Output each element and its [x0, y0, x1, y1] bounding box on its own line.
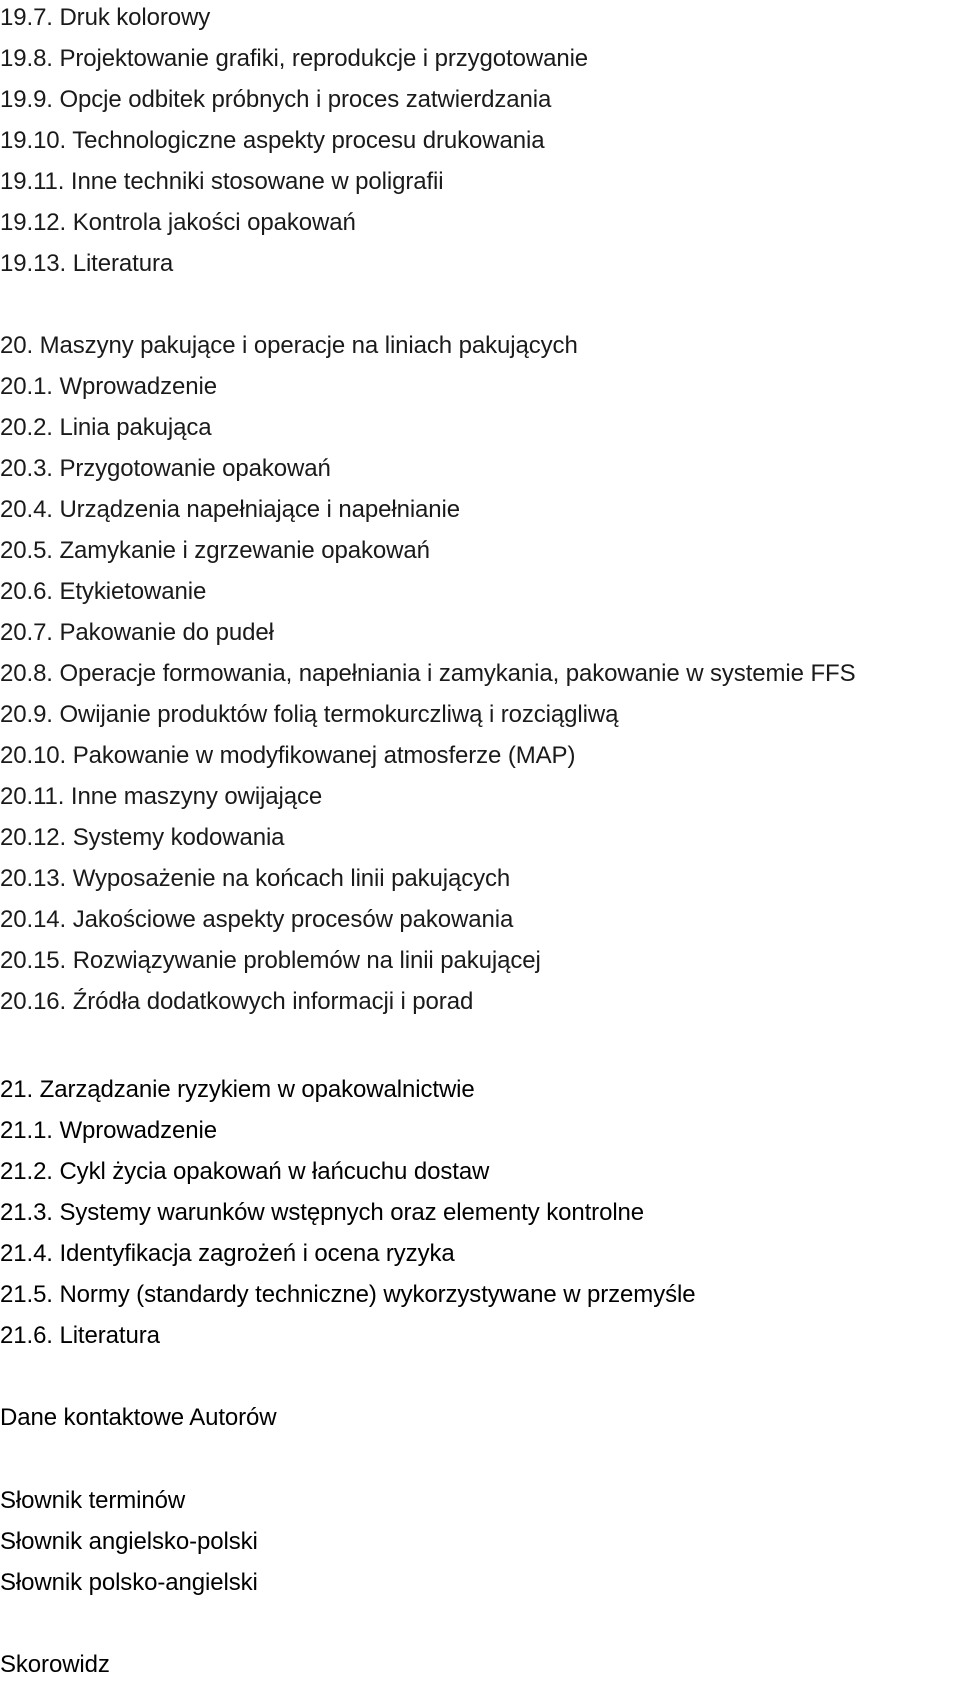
toc-dictionary-entry: Słownik polsko-angielski [0, 1569, 258, 1596]
toc-section-19 [0, 0, 960, 284]
toc-dictionary-entry: Słownik angielsko-polski [0, 1528, 258, 1555]
toc-entry: 20.3. Przygotowanie opakowań [0, 455, 331, 482]
toc-entry: 19.9. Opcje odbitek próbnych i proces zatwierdzania [0, 86, 552, 113]
toc-entry: 20.9. Owijanie produktów folią termokurczliwą i rozciągliwą [0, 701, 619, 728]
toc-entry: 20.8. Operacje formowania, napełniania i zamykania, pakowanie w systemie FFS [0, 660, 856, 687]
toc-entry: 20.10. Pakowanie w modyfikowanej atmosferze (MAP) [0, 742, 576, 769]
toc-entry: 20.16. Źródła dodatkowych informacji i porad [0, 988, 474, 1015]
toc-dictionaries-section [0, 1480, 960, 1603]
toc-entry: 19.12. Kontrola jakości opakowań [0, 209, 356, 236]
toc-entry: 20.6. Etykietowanie [0, 578, 207, 605]
toc-dictionary-entry: Słownik terminów [0, 1487, 186, 1514]
toc-chapter-heading: 21. Zarządzanie ryzykiem w opakowalnictwie [0, 1076, 475, 1103]
toc-entry: 20.5. Zamykanie i zgrzewanie opakowań [0, 537, 430, 564]
toc-entry: 20.11. Inne maszyny owijające [0, 783, 323, 810]
toc-entry: 21.1. Wprowadzenie [0, 1117, 217, 1144]
toc-entry: 20.1. Wprowadzenie [0, 373, 217, 400]
toc-entry: 21.6. Literatura [0, 1322, 160, 1349]
toc-entry: 20.12. Systemy kodowania [0, 824, 285, 851]
toc-entry: 19.11. Inne techniki stosowane w poligrafii [0, 168, 444, 195]
toc-contact-section [0, 1397, 960, 1438]
toc-entry: 21.5. Normy (standardy techniczne) wykorzystywane w przemyśle [0, 1281, 696, 1308]
toc-chapter-heading: 20. Maszyny pakujące i operacje na liniach pakujących [0, 332, 578, 359]
toc-contact-entry: Dane kontaktowe Autorów [0, 1404, 277, 1431]
toc-entry: 21.3. Systemy warunków wstępnych oraz elementy kontrolne [0, 1199, 645, 1226]
toc-entry: 20.4. Urządzenia napełniające i napełnianie [0, 496, 461, 523]
toc-entry: 21.2. Cykl życia opakowań w łańcuchu dostaw [0, 1158, 490, 1185]
toc-entry: 20.14. Jakościowe aspekty procesów pakowania [0, 906, 514, 933]
toc-entry: 20.7. Pakowanie do pudeł [0, 619, 274, 646]
toc-entry: 19.8. Projektowanie grafiki, reprodukcje i przygotowanie [0, 45, 589, 72]
toc-section-21 [0, 1069, 960, 1356]
toc-index-entry: Skorowidz [0, 1651, 110, 1678]
toc-entry: 20.2. Linia pakująca [0, 414, 212, 441]
toc-entry: 20.15. Rozwiązywanie problemów na linii pakującej [0, 947, 541, 974]
toc-section-20 [0, 325, 960, 1022]
toc-entry: 21.4. Identyfikacja zagrożeń i ocena ryzyka [0, 1240, 455, 1267]
toc-entry: 19.7. Druk kolorowy [0, 4, 211, 31]
toc-entry: 19.13. Literatura [0, 250, 174, 277]
toc-entry: 19.10. Technologiczne aspekty procesu drukowania [0, 127, 545, 154]
toc-entry: 20.13. Wyposażenie na końcach linii pakujących [0, 865, 511, 892]
